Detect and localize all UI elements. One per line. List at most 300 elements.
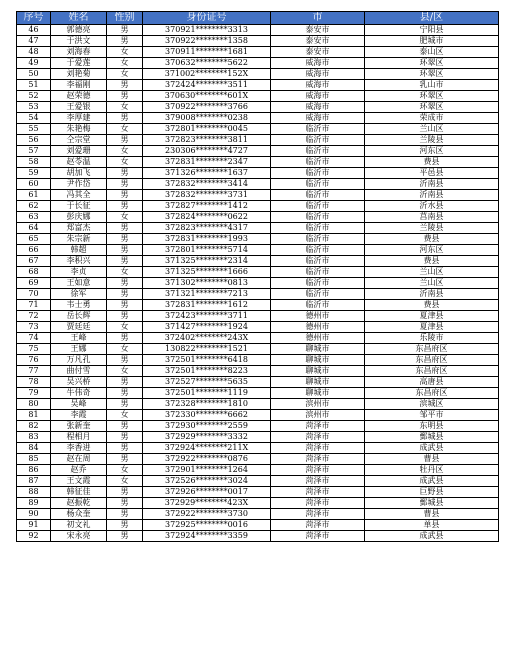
- cell-county-district: 滨城区: [365, 399, 499, 410]
- cell-city: 泰安市: [271, 25, 365, 36]
- cell-county-district: 兰山区: [365, 124, 499, 135]
- table-row: [17, 212, 499, 223]
- cell-serial-number: 69: [17, 278, 51, 289]
- cell-gender: 男: [107, 454, 143, 465]
- cell-gender: 男: [107, 80, 143, 91]
- table-header: [17, 12, 499, 25]
- cell-name: 吴兴桥: [51, 377, 107, 388]
- cell-serial-number: 53: [17, 102, 51, 113]
- table-row: [17, 487, 499, 498]
- cell-city: 威海市: [271, 69, 365, 80]
- cell-county-district: 兰陵县: [365, 135, 499, 146]
- cell-gender: 男: [107, 113, 143, 124]
- table-row: [17, 146, 499, 157]
- cell-id-number: 372501********1119: [143, 388, 271, 399]
- cell-name: 赵在周: [51, 454, 107, 465]
- cell-serial-number: 80: [17, 399, 51, 410]
- cell-gender: 男: [107, 245, 143, 256]
- cell-id-number: 372832********3731: [143, 190, 271, 201]
- cell-id-number: 370630********601X: [143, 91, 271, 102]
- cell-county-district: 曹县: [365, 454, 499, 465]
- table-row: [17, 432, 499, 443]
- cell-name: 王娜: [51, 344, 107, 355]
- cell-city: 临沂市: [271, 234, 365, 245]
- cell-serial-number: 63: [17, 212, 51, 223]
- table-row: [17, 311, 499, 322]
- cell-county-district: 肥城市: [365, 36, 499, 47]
- cell-gender: 女: [107, 267, 143, 278]
- cell-name: 王文霞: [51, 476, 107, 487]
- cell-gender: 男: [107, 498, 143, 509]
- cell-id-number: 372801********0045: [143, 124, 271, 135]
- cell-gender: 女: [107, 69, 143, 80]
- cell-county-district: 环翠区: [365, 91, 499, 102]
- cell-county-district: 曹县: [365, 509, 499, 520]
- cell-city: 威海市: [271, 58, 365, 69]
- cell-serial-number: 81: [17, 410, 51, 421]
- cell-serial-number: 50: [17, 69, 51, 80]
- table-row: [17, 531, 499, 542]
- cell-id-number: 372328********1810: [143, 399, 271, 410]
- cell-serial-number: 54: [17, 113, 51, 124]
- cell-id-number: 372929********3332: [143, 432, 271, 443]
- table-row: [17, 509, 499, 520]
- cell-county-district: 沂南县: [365, 289, 499, 300]
- cell-serial-number: 62: [17, 201, 51, 212]
- cell-gender: 女: [107, 157, 143, 168]
- cell-city: 临沂市: [271, 157, 365, 168]
- table-row: [17, 223, 499, 234]
- cell-city: 临沂市: [271, 223, 365, 234]
- cell-city: 临沂市: [271, 135, 365, 146]
- cell-id-number: 372924********3359: [143, 531, 271, 542]
- table-row: [17, 366, 499, 377]
- cell-county-district: 宁阳县: [365, 25, 499, 36]
- cell-county-district: 成武县: [365, 443, 499, 454]
- cell-serial-number: 51: [17, 80, 51, 91]
- cell-county-district: 夏津县: [365, 311, 499, 322]
- header-serial-number: 序号: [17, 12, 51, 25]
- cell-serial-number: 86: [17, 465, 51, 476]
- cell-city: 菏泽市: [271, 421, 365, 432]
- cell-city: 聊城市: [271, 388, 365, 399]
- cell-serial-number: 92: [17, 531, 51, 542]
- cell-id-number: 230306********4727: [143, 146, 271, 157]
- cell-county-district: 邹平市: [365, 410, 499, 421]
- cell-serial-number: 84: [17, 443, 51, 454]
- cell-serial-number: 67: [17, 256, 51, 267]
- cell-id-number: 372929********423X: [143, 498, 271, 509]
- table-row: [17, 69, 499, 80]
- cell-id-number: 371325********1666: [143, 267, 271, 278]
- table-row: [17, 124, 499, 135]
- cell-id-number: 371302********0813: [143, 278, 271, 289]
- cell-city: 临沂市: [271, 168, 365, 179]
- cell-name: 赵荣德: [51, 91, 107, 102]
- cell-name: 李福刚: [51, 80, 107, 91]
- cell-name: 胡加飞: [51, 168, 107, 179]
- cell-name: 于长征: [51, 201, 107, 212]
- cell-id-number: 372526********3024: [143, 476, 271, 487]
- cell-name: 仝宗堂: [51, 135, 107, 146]
- table-row: [17, 355, 499, 366]
- cell-city: 菏泽市: [271, 432, 365, 443]
- table-body: [17, 25, 499, 542]
- table-row: [17, 102, 499, 113]
- cell-id-number: 372831********1993: [143, 234, 271, 245]
- cell-name: 程相月: [51, 432, 107, 443]
- cell-id-number: 372925********0016: [143, 520, 271, 531]
- cell-county-district: 环翠区: [365, 69, 499, 80]
- table-row: [17, 36, 499, 47]
- cell-county-district: 河东区: [365, 146, 499, 157]
- cell-id-number: 370911********1681: [143, 47, 271, 58]
- table-row: [17, 322, 499, 333]
- cell-city: 临沂市: [271, 256, 365, 267]
- cell-gender: 男: [107, 179, 143, 190]
- cell-city: 临沂市: [271, 300, 365, 311]
- table-row: [17, 388, 499, 399]
- cell-serial-number: 85: [17, 454, 51, 465]
- cell-county-district: 沂水县: [365, 201, 499, 212]
- cell-serial-number: 88: [17, 487, 51, 498]
- cell-county-district: 兰山区: [365, 278, 499, 289]
- cell-name: 李积兴: [51, 256, 107, 267]
- cell-name: 宋永亮: [51, 531, 107, 542]
- cell-city: 临沂市: [271, 245, 365, 256]
- cell-county-district: 泰山区: [365, 47, 499, 58]
- document-page: [16, 11, 499, 542]
- cell-gender: 男: [107, 399, 143, 410]
- cell-id-number: 371427********1924: [143, 322, 271, 333]
- cell-city: 菏泽市: [271, 498, 365, 509]
- header-gender: 性别: [107, 12, 143, 25]
- cell-serial-number: 52: [17, 91, 51, 102]
- cell-serial-number: 76: [17, 355, 51, 366]
- table-row: [17, 25, 499, 36]
- cell-name: 王如意: [51, 278, 107, 289]
- cell-county-district: 东昌府区: [365, 355, 499, 366]
- cell-serial-number: 57: [17, 146, 51, 157]
- cell-gender: 男: [107, 509, 143, 520]
- cell-name: 郭德亮: [51, 25, 107, 36]
- cell-name: 于洪文: [51, 36, 107, 47]
- cell-name: 于爱莲: [51, 58, 107, 69]
- cell-name: 万凡孔: [51, 355, 107, 366]
- cell-city: 临沂市: [271, 212, 365, 223]
- cell-name: 赵乔: [51, 465, 107, 476]
- table-row: [17, 399, 499, 410]
- cell-name: 徐军: [51, 289, 107, 300]
- cell-county-district: 环翠区: [365, 102, 499, 113]
- cell-serial-number: 47: [17, 36, 51, 47]
- cell-county-district: 成武县: [365, 476, 499, 487]
- cell-id-number: 372824********0622: [143, 212, 271, 223]
- cell-county-district: 高唐县: [365, 377, 499, 388]
- cell-city: 滨州市: [271, 399, 365, 410]
- cell-gender: 男: [107, 432, 143, 443]
- cell-county-district: 成武县: [365, 531, 499, 542]
- cell-county-district: 乐陵市: [365, 333, 499, 344]
- cell-id-number: 379008********0238: [143, 113, 271, 124]
- cell-city: 威海市: [271, 113, 365, 124]
- table-row: [17, 443, 499, 454]
- cell-id-number: 130822********1521: [143, 344, 271, 355]
- table-row: [17, 190, 499, 201]
- cell-city: 临沂市: [271, 267, 365, 278]
- table-row: [17, 498, 499, 509]
- cell-id-number: 372924********211X: [143, 443, 271, 454]
- cell-city: 聊城市: [271, 344, 365, 355]
- table-row: [17, 520, 499, 531]
- cell-city: 聊城市: [271, 366, 365, 377]
- cell-gender: 男: [107, 223, 143, 234]
- table-row: [17, 234, 499, 245]
- cell-serial-number: 55: [17, 124, 51, 135]
- table-row: [17, 245, 499, 256]
- table-row: [17, 300, 499, 311]
- table-row: [17, 80, 499, 91]
- cell-name: 刘艳菊: [51, 69, 107, 80]
- cell-id-number: 371325********2314: [143, 256, 271, 267]
- cell-name: 尹作岱: [51, 179, 107, 190]
- table-row: [17, 421, 499, 432]
- cell-county-district: 东昌府区: [365, 344, 499, 355]
- cell-name: 朱宗新: [51, 234, 107, 245]
- cell-id-number: 372832********3414: [143, 179, 271, 190]
- cell-gender: 女: [107, 322, 143, 333]
- cell-county-district: 莒南县: [365, 212, 499, 223]
- cell-county-district: 沂南县: [365, 190, 499, 201]
- cell-city: 威海市: [271, 102, 365, 113]
- cell-id-number: 371002********152X: [143, 69, 271, 80]
- cell-serial-number: 90: [17, 509, 51, 520]
- cell-county-district: 牡丹区: [365, 465, 499, 476]
- cell-id-number: 372527********5635: [143, 377, 271, 388]
- cell-serial-number: 58: [17, 157, 51, 168]
- cell-serial-number: 72: [17, 311, 51, 322]
- cell-name: 赵苓温: [51, 157, 107, 168]
- cell-gender: 男: [107, 421, 143, 432]
- cell-gender: 男: [107, 91, 143, 102]
- table-row: [17, 168, 499, 179]
- table-row: [17, 256, 499, 267]
- cell-id-number: 372922********3730: [143, 509, 271, 520]
- cell-name: 刘爱珊: [51, 146, 107, 157]
- cell-gender: 男: [107, 190, 143, 201]
- cell-name: 李贞: [51, 267, 107, 278]
- cell-county-district: 夏津县: [365, 322, 499, 333]
- cell-city: 菏泽市: [271, 531, 365, 542]
- cell-name: 刘海春: [51, 47, 107, 58]
- cell-gender: 男: [107, 36, 143, 47]
- cell-name: 冯其全: [51, 190, 107, 201]
- cell-gender: 男: [107, 388, 143, 399]
- cell-id-number: 372823********4317: [143, 223, 271, 234]
- cell-county-district: 河东区: [365, 245, 499, 256]
- cell-id-number: 372501********8223: [143, 366, 271, 377]
- cell-gender: 女: [107, 212, 143, 223]
- cell-serial-number: 73: [17, 322, 51, 333]
- cell-county-district: 东昌府区: [365, 366, 499, 377]
- cell-serial-number: 78: [17, 377, 51, 388]
- cell-id-number: 371326********1637: [143, 168, 271, 179]
- cell-gender: 男: [107, 278, 143, 289]
- cell-serial-number: 89: [17, 498, 51, 509]
- cell-city: 聊城市: [271, 355, 365, 366]
- cell-name: 韩征佳: [51, 487, 107, 498]
- cell-name: 李香进: [51, 443, 107, 454]
- header-row: [17, 12, 499, 25]
- cell-gender: 男: [107, 531, 143, 542]
- table-row: [17, 278, 499, 289]
- cell-county-district: 兰陵县: [365, 223, 499, 234]
- cell-county-district: 沂南县: [365, 179, 499, 190]
- cell-city: 临沂市: [271, 190, 365, 201]
- cell-id-number: 372930********2559: [143, 421, 271, 432]
- cell-gender: 男: [107, 135, 143, 146]
- cell-name: 朱艳梅: [51, 124, 107, 135]
- cell-county-district: 鄄城县: [365, 432, 499, 443]
- cell-serial-number: 87: [17, 476, 51, 487]
- header-name: 姓名: [51, 12, 107, 25]
- cell-serial-number: 46: [17, 25, 51, 36]
- cell-county-district: 单县: [365, 520, 499, 531]
- cell-id-number: 372823********3811: [143, 135, 271, 146]
- cell-id-number: 372831********2347: [143, 157, 271, 168]
- cell-county-district: 乳山市: [365, 80, 499, 91]
- table-row: [17, 465, 499, 476]
- cell-gender: 男: [107, 25, 143, 36]
- cell-city: 滨州市: [271, 410, 365, 421]
- cell-serial-number: 75: [17, 344, 51, 355]
- table-row: [17, 267, 499, 278]
- cell-city: 菏泽市: [271, 520, 365, 531]
- header-county-district: 县/区: [365, 12, 499, 25]
- cell-id-number: 370632********5622: [143, 58, 271, 69]
- cell-gender: 男: [107, 168, 143, 179]
- cell-gender: 男: [107, 443, 143, 454]
- cell-gender: 男: [107, 311, 143, 322]
- cell-serial-number: 49: [17, 58, 51, 69]
- cell-name: 韦士勇: [51, 300, 107, 311]
- cell-serial-number: 74: [17, 333, 51, 344]
- cell-serial-number: 71: [17, 300, 51, 311]
- cell-serial-number: 60: [17, 179, 51, 190]
- cell-county-district: 费县: [365, 157, 499, 168]
- cell-serial-number: 48: [17, 47, 51, 58]
- cell-serial-number: 61: [17, 190, 51, 201]
- cell-county-district: 费县: [365, 300, 499, 311]
- table-row: [17, 91, 499, 102]
- cell-county-district: 费县: [365, 256, 499, 267]
- cell-serial-number: 59: [17, 168, 51, 179]
- roster-table: [16, 11, 499, 542]
- cell-county-district: 环翠区: [365, 58, 499, 69]
- cell-gender: 男: [107, 377, 143, 388]
- cell-name: 李厚建: [51, 113, 107, 124]
- cell-id-number: 370922********3766: [143, 102, 271, 113]
- cell-gender: 男: [107, 487, 143, 498]
- cell-id-number: 372831********1612: [143, 300, 271, 311]
- cell-city: 临沂市: [271, 278, 365, 289]
- cell-city: 威海市: [271, 80, 365, 91]
- table-row: [17, 157, 499, 168]
- cell-city: 菏泽市: [271, 465, 365, 476]
- table-row: [17, 454, 499, 465]
- table-row: [17, 344, 499, 355]
- cell-serial-number: 79: [17, 388, 51, 399]
- cell-name: 郑富杰: [51, 223, 107, 234]
- cell-city: 临沂市: [271, 201, 365, 212]
- table-row: [17, 58, 499, 69]
- cell-serial-number: 68: [17, 267, 51, 278]
- cell-id-number: 371321********7213: [143, 289, 271, 300]
- cell-county-district: 东明县: [365, 421, 499, 432]
- cell-name: 韩超: [51, 245, 107, 256]
- cell-name: 杨众奎: [51, 509, 107, 520]
- cell-serial-number: 70: [17, 289, 51, 300]
- cell-id-number: 372901********1264: [143, 465, 271, 476]
- cell-id-number: 372330********6662: [143, 410, 271, 421]
- cell-id-number: 372423********3711: [143, 311, 271, 322]
- cell-gender: 女: [107, 410, 143, 421]
- cell-name: 初文礼: [51, 520, 107, 531]
- cell-name: 王峰: [51, 333, 107, 344]
- cell-city: 菏泽市: [271, 509, 365, 520]
- cell-id-number: 372501********6418: [143, 355, 271, 366]
- cell-gender: 男: [107, 300, 143, 311]
- table-row: [17, 113, 499, 124]
- cell-city: 菏泽市: [271, 476, 365, 487]
- cell-id-number: 372424********3511: [143, 80, 271, 91]
- cell-name: 贾廷廷: [51, 322, 107, 333]
- cell-name: 彭庆娜: [51, 212, 107, 223]
- cell-name: 王爱银: [51, 102, 107, 113]
- cell-gender: 女: [107, 102, 143, 113]
- cell-gender: 女: [107, 146, 143, 157]
- cell-id-number: 370921********3313: [143, 25, 271, 36]
- cell-serial-number: 56: [17, 135, 51, 146]
- cell-serial-number: 66: [17, 245, 51, 256]
- cell-gender: 女: [107, 476, 143, 487]
- table-row: [17, 333, 499, 344]
- cell-name: 张新奎: [51, 421, 107, 432]
- cell-city: 菏泽市: [271, 454, 365, 465]
- cell-city: 泰安市: [271, 47, 365, 58]
- cell-county-district: 鄄城县: [365, 498, 499, 509]
- cell-county-district: 东昌府区: [365, 388, 499, 399]
- cell-name: 李霞: [51, 410, 107, 421]
- cell-county-district: 巨野县: [365, 487, 499, 498]
- cell-city: 德州市: [271, 322, 365, 333]
- cell-gender: 女: [107, 366, 143, 377]
- cell-id-number: 372801********5714: [143, 245, 271, 256]
- cell-city: 德州市: [271, 333, 365, 344]
- cell-city: 菏泽市: [271, 443, 365, 454]
- cell-city: 聊城市: [271, 377, 365, 388]
- cell-city: 泰安市: [271, 36, 365, 47]
- cell-id-number: 370922********1358: [143, 36, 271, 47]
- cell-id-number: 372827********1412: [143, 201, 271, 212]
- cell-serial-number: 65: [17, 234, 51, 245]
- cell-name: 岳长辉: [51, 311, 107, 322]
- cell-gender: 男: [107, 355, 143, 366]
- cell-gender: 男: [107, 201, 143, 212]
- cell-city: 威海市: [271, 91, 365, 102]
- table-row: [17, 289, 499, 300]
- cell-county-district: 平邑县: [365, 168, 499, 179]
